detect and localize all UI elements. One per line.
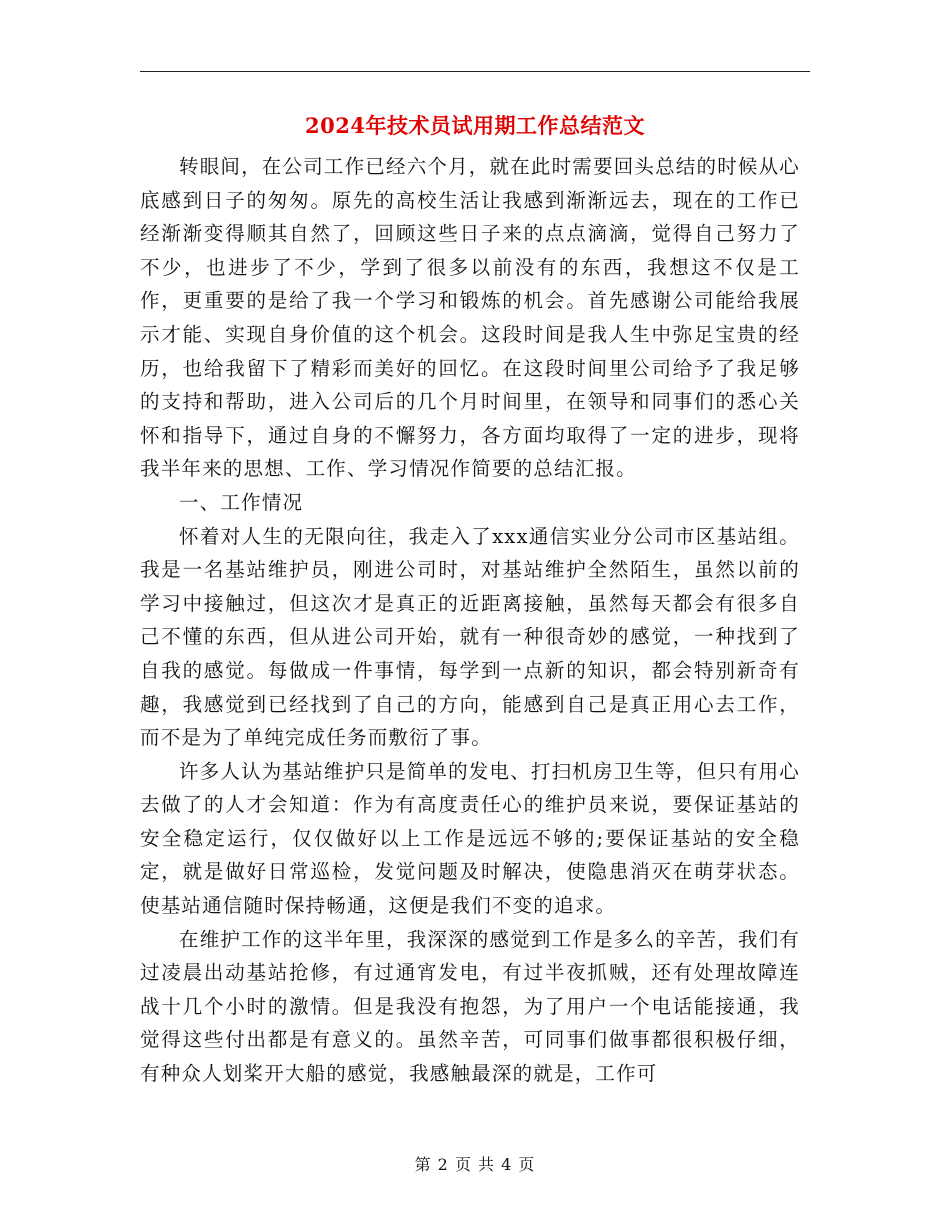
body-paragraph-1: 怀着对人生的无限向往，我走入了xxx通信实业分公司市区基站组。我是一名基站维护员，刚进公司时，对基站维护全然陌生，虽然以前的学习中接触过，但这次才是真正的近距离接触，虽然每天都会有很多自己不懂的东西，但从进公司开始，就有一种很奇妙的感觉，一种找到了自我的感觉。每做成一件事情，每学到一点新的知识，都会特别新奇有趣，我感觉到已经找到了自己的方向，能感到自己是真正用心去工作，而不是为了单纯完成任务而敷衍了事。 xyxy=(140,524,800,750)
intro-paragraph: 转眼间，在公司工作已经六个月，就在此时需要回头总结的时候从心底感到日子的匆匆。原先的高校生活让我感到渐渐远去，现在的工作已经渐渐变得顺其自然了，回顾这些日子来的点点滴滴，觉得自己努力了不少，也进步了不少，学到了很多以前没有的东西，我想这不仅是工作，更重要的是给了我一个学习和锻炼的机会。首先感谢公司能给我展示才能、实现自身价值的这个机会。这段时间是我人生中弥足宝贵的经历，也给我留下了精彩而美好的回忆。在这段时间里公司给予了我足够的支持和帮助，进入公司后的几个月时间里，在领导和同事们的悉心关怀和指导下，通过自身的不懈努力，各方面均取得了一定的进步，现将我半年来的思想、工作、学习情况作简要的总结汇报。 xyxy=(140,155,801,481)
document-body xyxy=(140,150,800,1091)
section-heading-work: 一、工作情况 xyxy=(179,490,304,514)
header-rule xyxy=(140,71,810,72)
document-title: 2024年技术员试用期工作总结范文 xyxy=(305,113,645,138)
page-number-footer: 第 2 页 共 4 页 xyxy=(414,1155,536,1174)
body-paragraph-3: 在维护工作的这半年里，我深深的感觉到工作是多么的辛苦，我们有过凌晨出动基站抢修，有过通宵发电，有过半夜抓贼，还有处理故障连战十几个小时的激情。但是我没有抱怨，为了用户一个电话能接通，我觉得这些付出都是有意义的。虽然辛苦，可同事们做事都很积极仔细，有种众人划桨开大船的感觉，我感触最深的就是，工作可 xyxy=(140,927,801,1086)
body-paragraph-2: 许多人认为基站维护只是简单的发电、打扫机房卫生等，但只有用心去做了的人才会知道：作为有高度责任心的维护员来说，要保证基站的安全稳定运行，仅仅做好以上工作是远远不够的;要保证基站的安全稳定，就是做好日常巡检，发觉问题及时解决，使隐患消灭在萌芽状态。使基站通信随时保持畅通，这便是我们不变的追求。 xyxy=(140,759,801,918)
